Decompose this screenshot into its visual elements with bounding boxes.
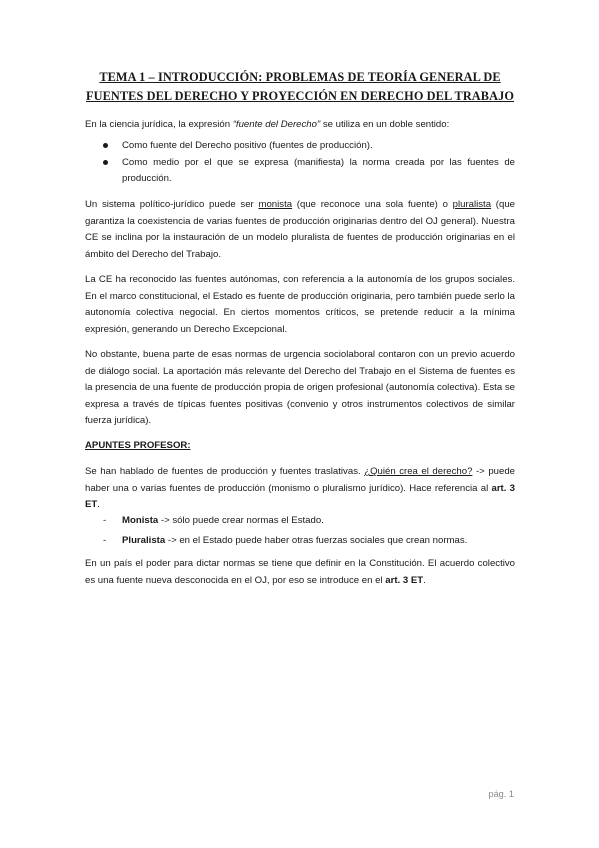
dash-list (85, 513, 515, 552)
dash-item (85, 533, 515, 550)
text-run: (que reconoce una sola fuente) o (292, 199, 453, 210)
article-ref: art. 3 ET (85, 482, 515, 510)
dash-marker: - (103, 515, 107, 526)
text-run: (que garantiza la coexistencia de varias fuentes de producción originarias dentro del OJ general). Nuestra CE se inclina por la instauración de un modelo pluralista de fuentes de producción originarias en el ámbito del Derecho del Trabajo. (85, 199, 515, 260)
text-run: Se han hablado de fuentes de producción y fuentes traslativas. (85, 466, 365, 477)
intro-paragraph (85, 117, 515, 134)
question-text: ¿Quién crea el derecho? (364, 466, 473, 477)
intro-text-end: se utiliza en un doble sentido: (320, 119, 450, 130)
apuntes-heading: APUNTES PROFESOR: (85, 440, 191, 451)
paragraph-ce: La CE ha reconocido las fuentes autónomas, con referencia a la autonomía de los grupos sociales. En el marco constitucional, el Estado es fuente de producción originaria, pero también puede serlo la autonomía colectiva negocial. En ciertos momentos críticos, se pretende reducir a la mínima expresión, generando un Derecho Excepcional. (85, 274, 515, 335)
text-run: -> puede haber una o varias fuentes de producción (monismo o pluralismo jurídico). Hace referencia al (85, 466, 516, 494)
text-run: Un sistema político-jurídico puede ser (85, 199, 259, 210)
dash-marker: - (103, 534, 107, 546)
dash-item (85, 513, 515, 530)
text-run: . (97, 499, 100, 510)
title-line-2: FUENTES DEL DERECHO Y PROYECCIÓN EN DERECHO DEL TRABAJO (86, 89, 514, 103)
bullet-text: Como medio por el que se expresa (manifiesta) la norma creada por las fuentes de producción. (122, 156, 515, 184)
bullet-text: Como fuente del Derecho positivo (fuentes de producción). (122, 140, 373, 151)
title-line-1: TEMA 1 – INTRODUCCIÓN: PROBLEMAS DE TEORÍA GENERAL DE (99, 70, 501, 84)
intro-italic-term: “fuente del Derecho” (232, 119, 321, 130)
bullet-icon (103, 143, 108, 148)
dash-term: Pluralista (122, 534, 166, 546)
bullet-item (85, 155, 515, 188)
page-number: pág. 1 (488, 789, 514, 799)
paragraph-final (85, 556, 515, 589)
term-monista: monista (258, 199, 293, 210)
intro-text: En la ciencia jurídica, la expresión (85, 119, 233, 130)
term-pluralista: pluralista (452, 199, 492, 210)
dash-text: -> en el Estado puede haber otras fuerzas sociales que crean normas. (165, 534, 468, 546)
bullet-item (85, 138, 515, 155)
paragraph-no-obstante: No obstante, buena parte de esas normas de urgencia sociolaboral contaron con un previo acuerdo de diálogo social. La aportación más relevante del Derecho del Trabajo en el Sistema de fuentes es la presencia de una fuente de producción propia de origen profesional (autonomía colectiva). Esta se expresa a través de típicas fuentes positivas (convenio y otros instrumentos colectivos de similar fuerza jurídica). (85, 349, 515, 426)
text-run: . (423, 574, 426, 586)
bullet-icon (103, 160, 108, 165)
page-title (80, 68, 520, 106)
paragraph-sistema (85, 197, 515, 263)
paragraph-apuntes (85, 464, 515, 514)
dash-text: -> sólo puede crear normas el Estado. (158, 515, 324, 526)
dash-term: Monista (122, 515, 159, 526)
bullet-list (85, 138, 515, 188)
article-ref: art. 3 ET (385, 574, 424, 586)
text-run: En un país el poder para dictar normas se tiene que definir en la Constitución. El acuerdo colectivo es una fuente nueva desconocida en el OJ, por eso se introduce en el (85, 558, 515, 586)
